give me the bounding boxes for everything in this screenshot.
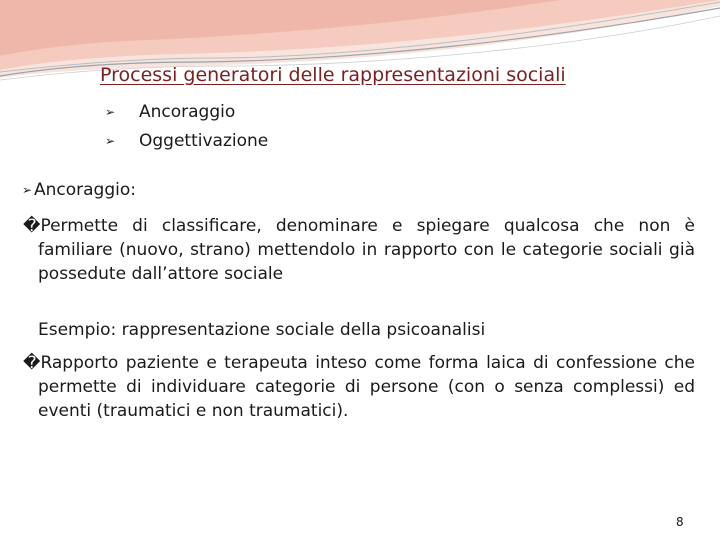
- definition-text: Permette di classificare, denominare e spiegare qualcosa che non è familiare (nuovo, strano) mettendolo in rapporto con le categorie sociali già possedute dall’attore sociale: [38, 216, 695, 284]
- sub-list-item: [105, 102, 235, 122]
- example-paragraph: [23, 351, 695, 423]
- page-number: 8: [676, 515, 684, 529]
- sub-item-label: Ancoraggio: [139, 102, 236, 122]
- arrow-bullet-icon: ➢: [105, 134, 116, 148]
- arrow-bullet-icon: ➢: [105, 105, 116, 119]
- arrow-bullet-icon: ➢: [22, 183, 33, 197]
- bullet-marker-icon: �: [23, 216, 41, 236]
- sub-item-label: Oggettivazione: [139, 131, 269, 151]
- bullet-marker-icon: �: [23, 353, 41, 373]
- example-label: Esempio: rappresentazione sociale della psicoanalisi: [38, 320, 486, 340]
- example-text: Rapporto paziente e terapeuta inteso come forma laica di confessione che permette di individuare categorie di persone (con o senza complessi) ed eventi (traumatici e non traumatici).: [38, 353, 695, 421]
- slide-title: Processi generatori delle rappresentazioni sociali: [100, 64, 566, 86]
- main-bullet-label: Ancoraggio:: [34, 180, 136, 200]
- sub-list-item: [105, 131, 268, 151]
- main-bullet: [22, 180, 136, 200]
- definition-paragraph: [23, 214, 695, 286]
